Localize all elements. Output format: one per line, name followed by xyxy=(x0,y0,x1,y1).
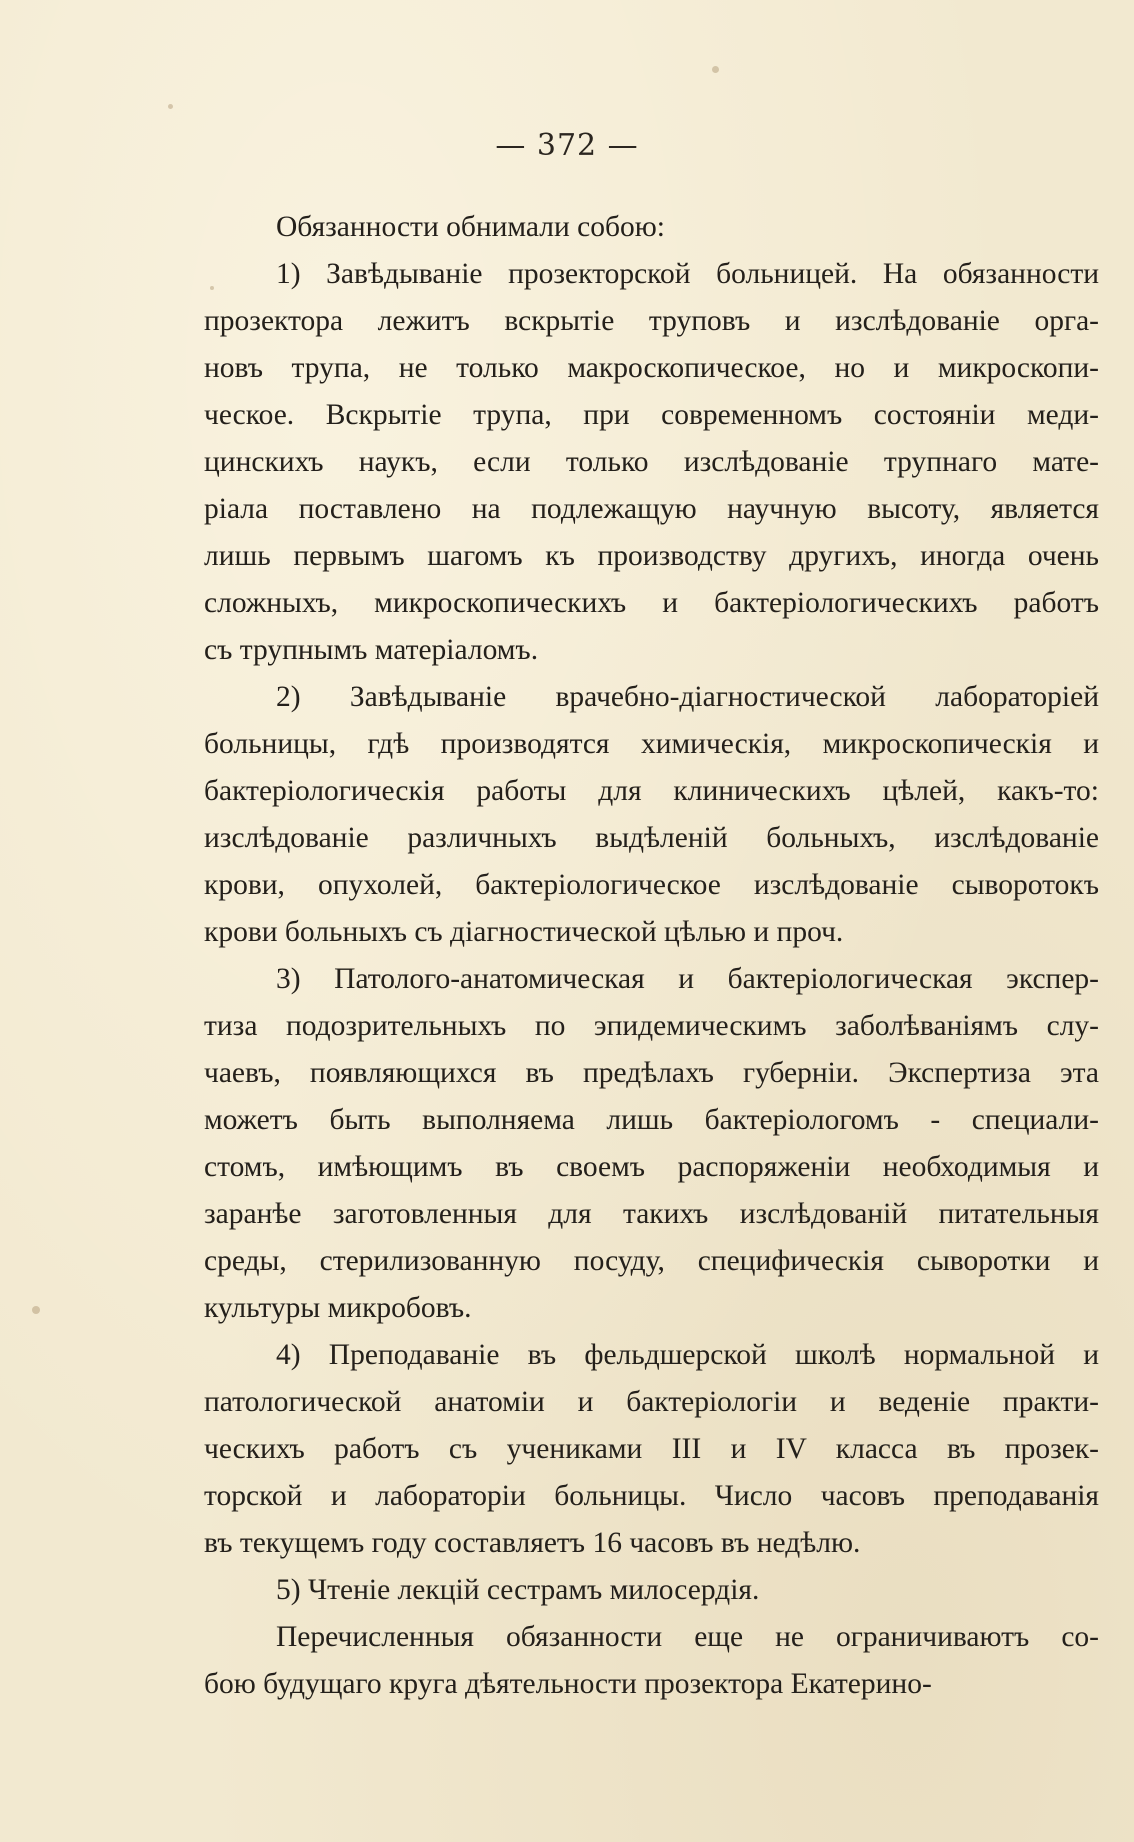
text-line: чаевъ, появляющихся въ предѣлахъ губерніи. Экспертиза эта xyxy=(204,1057,1099,1089)
text-line: бою будущаго круга дѣятельности прозектора Екатерино- xyxy=(204,1668,932,1700)
text-line: въ текущемъ году составляетъ 16 часовъ въ недѣлю. xyxy=(204,1527,861,1559)
text-line: цинскихъ наукъ, если только изслѣдованіе трупнаго мате- xyxy=(204,446,1099,478)
paragraph xyxy=(204,204,1099,251)
text-line: среды, стерилизованную посуду, специфическія сыворотки и xyxy=(204,1245,1099,1277)
text-line: тиза подозрительныхъ по эпидемическимъ заболѣваніямъ слу- xyxy=(204,1010,1099,1042)
text-line: лишь первымъ шагомъ къ производству другихъ, иногда очень xyxy=(204,540,1099,572)
page-number: — 372 — xyxy=(495,128,639,163)
text-line: Обязанности обнимали собою: xyxy=(276,211,665,243)
text-line: торской и лабораторіи больницы. Число часовъ преподаванія xyxy=(204,1480,1099,1512)
text-line: новъ трупа, не только макроскопическое, но и микроскопи- xyxy=(204,352,1099,384)
text-line: сложныхъ, микроскопическихъ и бактеріологическихъ работъ xyxy=(204,587,1099,619)
text-line: ріала поставлено на подлежащую научную высоту, является xyxy=(204,493,1099,525)
text-line: можетъ быть выполняема лишь бактеріологомъ - специали- xyxy=(204,1104,1099,1136)
ink-speck xyxy=(32,1306,40,1314)
text-line: 1) Завѣдываніе прозекторской больницей. На обязанности xyxy=(276,258,1099,290)
text-line: крови больныхъ съ діагностической цѣлью и проч. xyxy=(204,916,844,948)
text-line: 2) Завѣдываніе врачебно-діагностической лабораторіей xyxy=(276,681,1099,713)
text-line: больницы, гдѣ производятся химическія, микроскопическія и xyxy=(204,728,1099,760)
text-line: патологической анатоміи и бактеріологіи и веденіе практи- xyxy=(204,1386,1099,1418)
paragraph xyxy=(204,956,1099,1332)
body-text xyxy=(204,204,1099,1708)
text-line: 3) Патолого-анатомическая и бактеріологическая экспер- xyxy=(276,963,1099,995)
text-line: Перечисленныя обязанности еще не ограничиваютъ со- xyxy=(276,1621,1099,1653)
text-line: бактеріологическія работы для клиническихъ цѣлей, какъ-то: xyxy=(204,775,1099,807)
text-line: культуры микробовъ. xyxy=(204,1292,472,1324)
text-line: 4) Преподаваніе въ фельдшерской школѣ нормальной и xyxy=(276,1339,1099,1371)
text-line: ческое. Вскрытіе трупа, при современномъ состояніи меди- xyxy=(204,399,1099,431)
text-line: ческихъ работъ съ учениками III и IV класса въ прозек- xyxy=(204,1433,1099,1465)
text-line: заранѣе заготовленныя для такихъ изслѣдованій питательныя xyxy=(204,1198,1099,1230)
ink-speck xyxy=(712,66,719,73)
text-line: съ трупнымъ матеріаломъ. xyxy=(204,634,539,666)
paragraph xyxy=(204,1332,1099,1567)
text-line: изслѣдованіе различныхъ выдѣленій больныхъ, изслѣдованіе xyxy=(204,822,1099,854)
paragraph xyxy=(204,251,1099,674)
text-line: прозектора лежитъ вскрытіе труповъ и изслѣдованіе орга- xyxy=(204,305,1099,337)
paragraph xyxy=(204,1614,1099,1708)
text-line: стомъ, имѣющимъ въ своемъ распоряженіи необходимыя и xyxy=(204,1151,1099,1183)
text-line: крови, опухолей, бактеріологическое изслѣдованіе сыворотокъ xyxy=(204,869,1099,901)
ink-speck xyxy=(168,104,173,109)
paragraph xyxy=(204,1567,1099,1614)
paragraph xyxy=(204,674,1099,956)
text-line: 5) Чтеніе лекцій сестрамъ милосердія. xyxy=(276,1574,760,1606)
